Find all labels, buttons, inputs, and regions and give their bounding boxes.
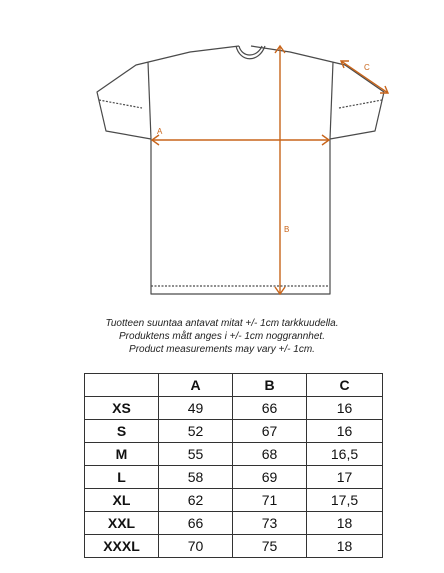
measurement-note-finnish: Tuotteen suuntaa antavat mitat +/- 1cm tarkkuudella. [105,318,339,329]
table-row [85,466,383,489]
header-cell-a: A [159,374,233,397]
label-c: C [364,63,370,72]
value-cell-b: 71 [233,489,307,512]
tshirt-outline-icon [97,46,384,294]
value-cell-c: 17 [307,466,383,489]
value-cell-a: 58 [159,466,233,489]
table-header-row [85,374,383,397]
value-cell-b: 69 [233,466,307,489]
value-cell-c: 18 [307,535,383,558]
value-cell-b: 75 [233,535,307,558]
value-cell-b: 67 [233,420,307,443]
value-cell-a: 70 [159,535,233,558]
size-cell: S [85,420,159,443]
label-a: A [157,127,163,136]
size-cell: XL [85,489,159,512]
value-cell-c: 16 [307,420,383,443]
header-cell-b: B [233,374,307,397]
value-cell-c: 16,5 [307,443,383,466]
value-cell-b: 73 [233,512,307,535]
value-cell-a: 52 [159,420,233,443]
table-row [85,420,383,443]
measurement-note-english: Product measurements may vary +/- 1cm. [129,344,315,355]
value-cell-c: 16 [307,397,383,420]
header-cell-size [85,374,159,397]
value-cell-a: 62 [159,489,233,512]
value-cell-a: 55 [159,443,233,466]
value-cell-a: 66 [159,512,233,535]
size-cell: XXXL [85,535,159,558]
table-row [85,489,383,512]
table-row [85,535,383,558]
size-cell: L [85,466,159,489]
value-cell-b: 68 [233,443,307,466]
measurement-lines [152,46,388,294]
table-row [85,443,383,466]
size-cell: XS [85,397,159,420]
value-cell-b: 66 [233,397,307,420]
measurement-note-swedish: Produktens mått anges i +/- 1cm noggrannhet. [119,331,325,342]
value-cell-c: 17,5 [307,489,383,512]
table-row [85,397,383,420]
header-cell-c: C [307,374,383,397]
value-cell-c: 18 [307,512,383,535]
value-cell-a: 49 [159,397,233,420]
size-chart-table [84,373,383,558]
label-b: B [284,225,290,234]
size-cell: M [85,443,159,466]
table-row [85,512,383,535]
size-cell: XXL [85,512,159,535]
